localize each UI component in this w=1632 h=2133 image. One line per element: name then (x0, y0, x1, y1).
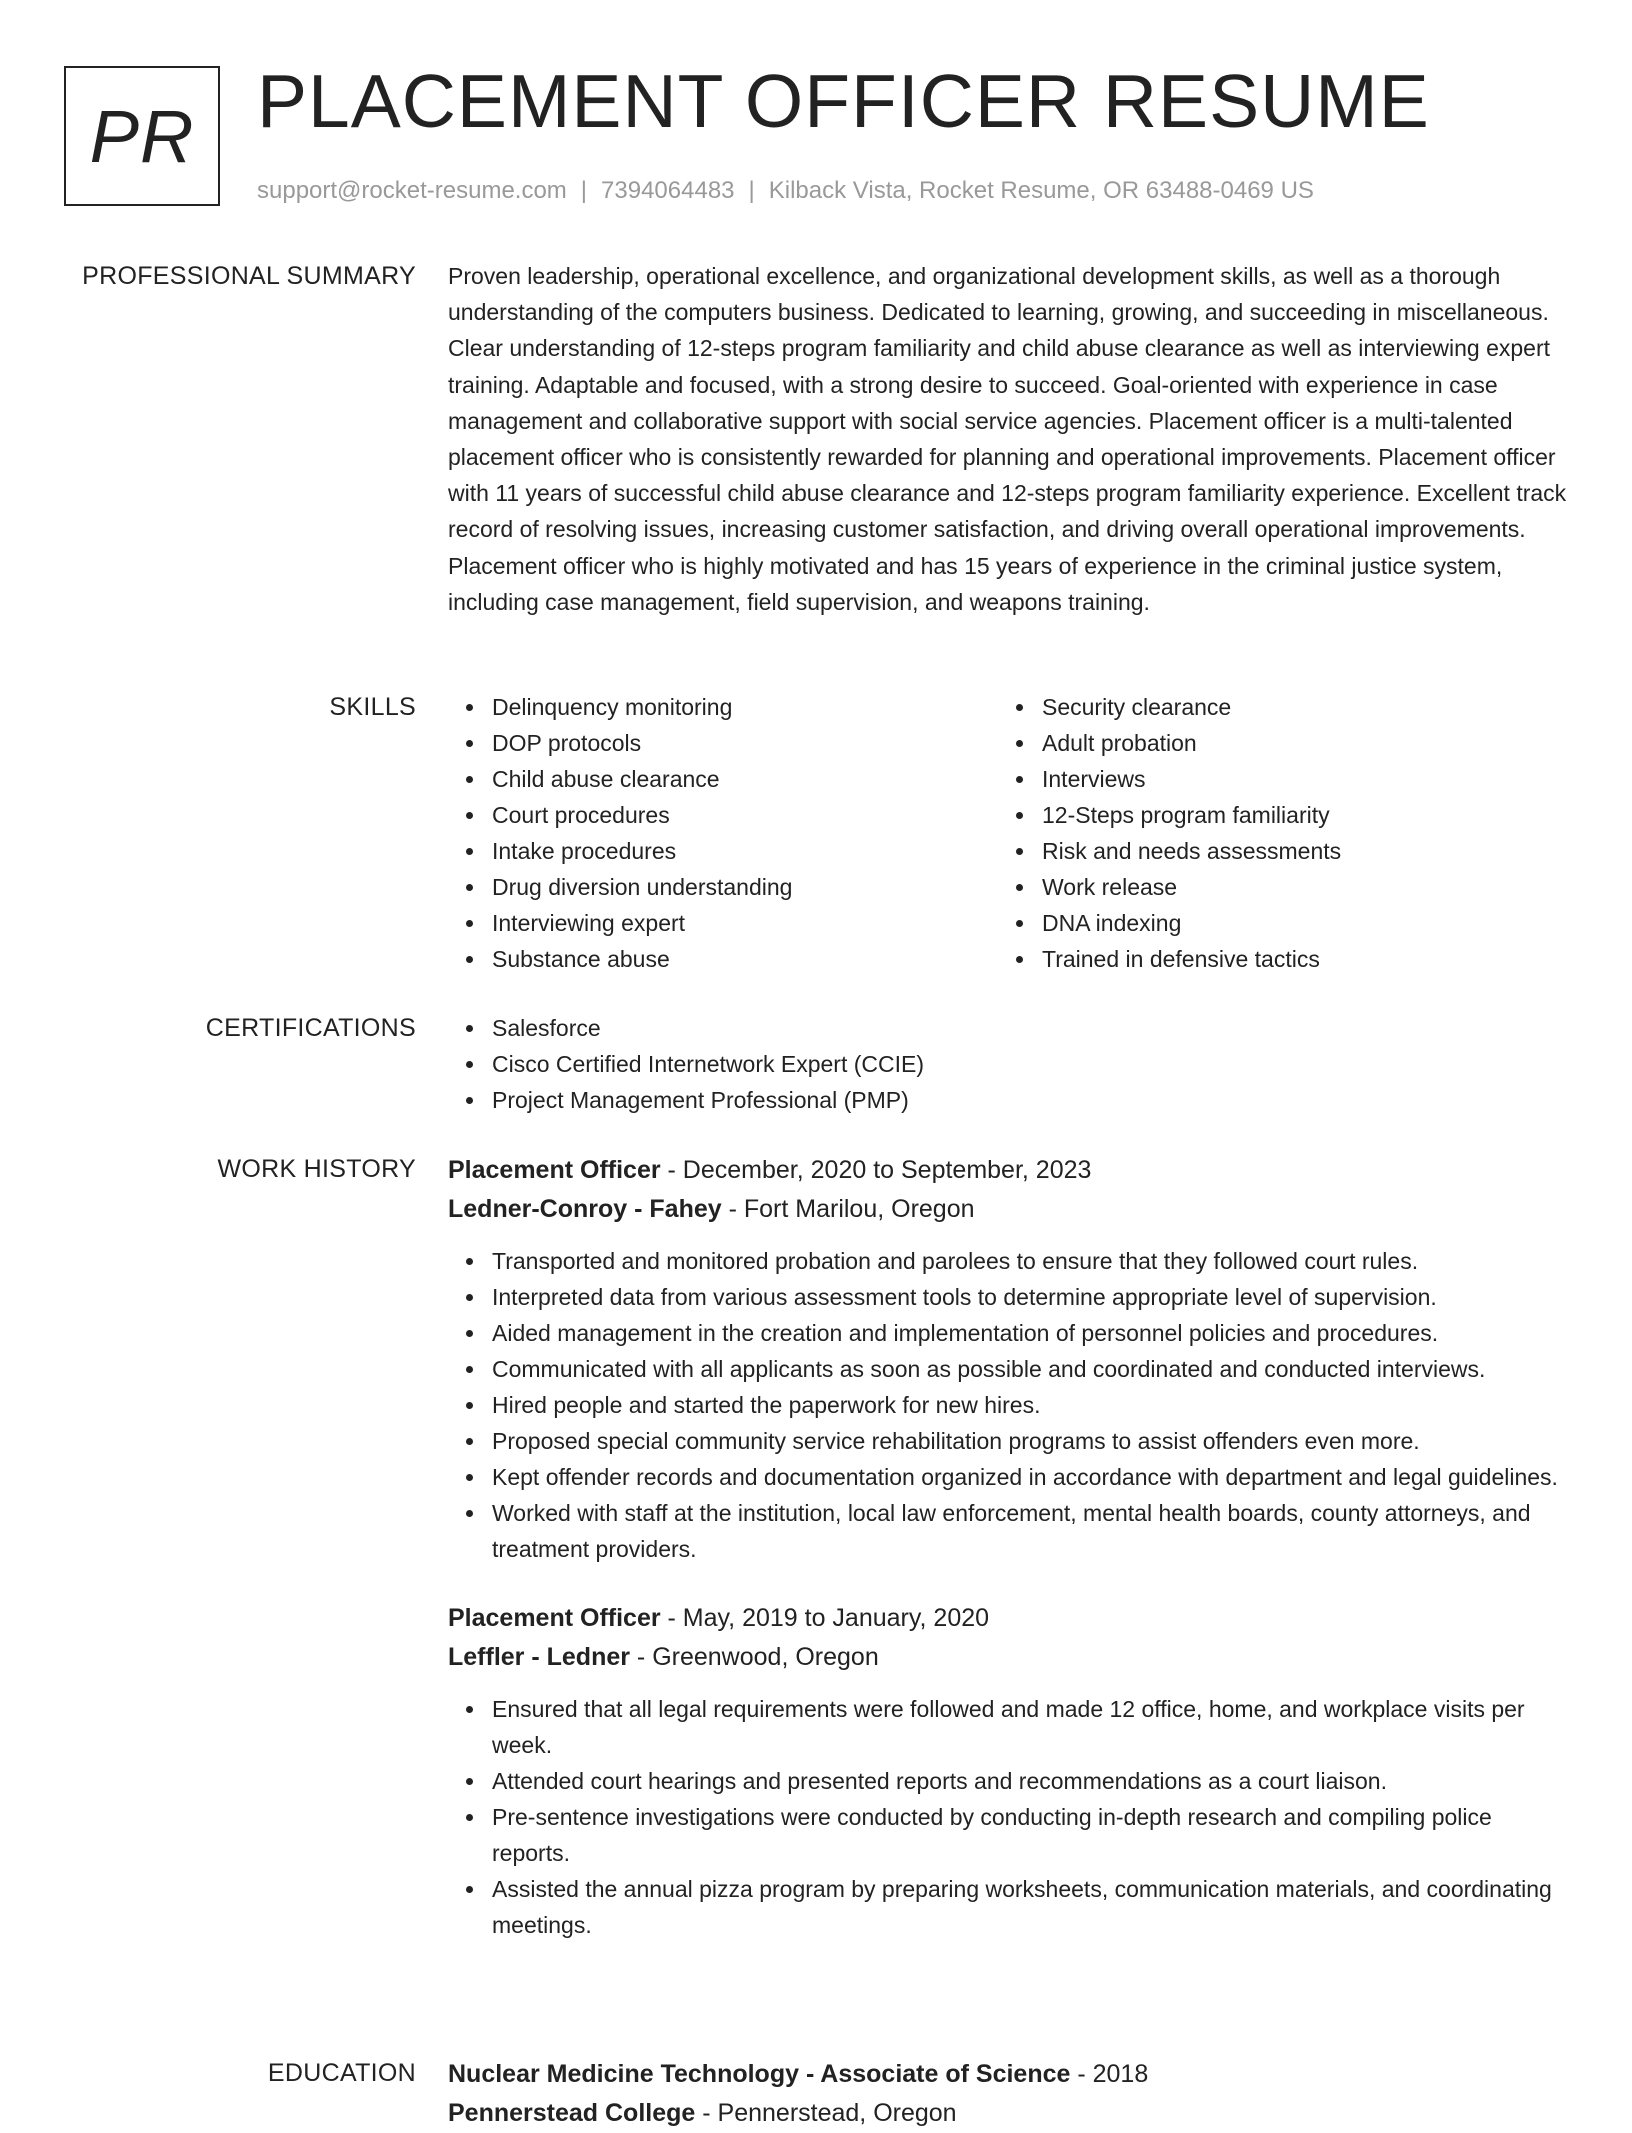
job-duty-item: Transported and monitored probation and parolees to ensure that they followed court rules. (492, 1243, 1572, 1279)
job-duty-item: Proposed special community service rehabilitation programs to assist offenders even more. (492, 1423, 1572, 1459)
section-label-education: EDUCATION (267, 2059, 416, 2087)
job-duties-list (448, 1691, 1572, 1943)
education-school: Pennerstead College (448, 2099, 696, 2127)
job-title: Placement Officer (448, 1604, 661, 1632)
job-location: - Fort Marilou, Oregon (721, 1195, 975, 1223)
job-duty-item: Hired people and started the paperwork for new hires. (492, 1387, 1572, 1423)
job-duty-item: Worked with staff at the institution, local law enforcement, mental health boards, county attorneys, and treatment providers. (492, 1495, 1572, 1567)
job-title-line (448, 1151, 1572, 1190)
contact-separator: | (580, 177, 588, 204)
job-location: - Greenwood, Oregon (629, 1643, 879, 1671)
skill-item: Risk and needs assessments (1042, 833, 1548, 869)
education-body (448, 2055, 1572, 2133)
skill-item: Substance abuse (492, 941, 998, 977)
summary-body (448, 258, 1572, 620)
contact-separator: | (748, 177, 755, 204)
skill-item: Child abuse clearance (492, 761, 998, 797)
skill-item: Work release (1042, 869, 1548, 905)
job-company: Leffler - Ledner (448, 1643, 630, 1671)
skill-item: Interviewing expert (492, 905, 998, 941)
certification-item: Salesforce (492, 1010, 1572, 1046)
job-duty-item: Attended court hearings and presented reports and recommendations as a court liaison. (492, 1763, 1572, 1799)
contact-address: Kilback Vista, Rocket Resume, OR 63488-0469 US (768, 177, 1314, 204)
skills-body (448, 689, 1572, 977)
skill-item: 12-Steps program familiarity (1042, 797, 1548, 833)
job-title: Placement Officer (448, 1156, 661, 1184)
skill-item: Adult probation (1042, 725, 1548, 761)
skill-item: Interviews (1042, 761, 1548, 797)
job-title-line (448, 1599, 1572, 1638)
job-duty-item: Aided management in the creation and implementation of personnel policies and procedures. (492, 1315, 1572, 1351)
education-school-line (448, 2094, 1572, 2133)
skills-list-left (448, 689, 998, 977)
job-duty-item: Communicated with all applicants as soon as possible and coordinated and conducted interviews. (492, 1351, 1572, 1387)
education-degree: Nuclear Medicine Technology - Associate of Science (448, 2060, 1071, 2088)
page-title: PLACEMENT OFFICER RESUME (257, 59, 1430, 143)
skill-item: Delinquency monitoring (492, 689, 998, 725)
contact-phone: 7394064483 (601, 177, 735, 204)
skill-item: Trained in defensive tactics (1042, 941, 1548, 977)
job-company: Ledner-Conroy - Fahey (448, 1195, 722, 1223)
skills-list-right (998, 689, 1548, 977)
summary-text: Proven leadership, operational excellence, and organizational development skills, as well as a thorough understanding of the computers business. Dedicated to learning, growing, and succeeding in miscellaneous. Clear understanding of 12-steps program familiarity and child abuse clearance as well as interviewing expert training. Adaptable and focused, with a strong desire to succeed. Goal-oriented with experience in case management and collaborative support with social service agencies. Placement officer is a multi-talented placement officer who is consistently rewarded for planning and operational improvements. Placement officer with 11 years of successful child abuse clearance and 12-steps program familiarity experience. Excellent track record of resolving issues, increasing customer satisfaction, and driving overall operational improvements. Placement officer who is highly motivated and has 15 years of experience in the criminal justice system, including case management, field supervision, and weapons training. (448, 263, 1567, 615)
job-company-line (448, 1638, 1572, 1677)
job-duties-list (448, 1243, 1572, 1567)
contact-email: support@rocket-resume.com (257, 177, 567, 204)
section-label-summary: PROFESSIONAL SUMMARY (82, 262, 416, 290)
certifications-list (448, 1010, 1572, 1118)
section-label-skills: SKILLS (329, 693, 416, 721)
certification-item: Cisco Certified Internetwork Expert (CCIE) (492, 1046, 1572, 1082)
job-duty-item: Assisted the annual pizza program by preparing worksheets, communication materials, and coordinating meetings. (492, 1871, 1572, 1943)
monogram-box (64, 66, 220, 206)
job-duty-item: Kept offender records and documentation organized in accordance with department and legal guidelines. (492, 1459, 1572, 1495)
skill-item: DNA indexing (1042, 905, 1548, 941)
education-degree-line (448, 2055, 1572, 2094)
job-duty-item: Interpreted data from various assessment tools to determine appropriate level of supervision. (492, 1279, 1572, 1315)
skill-item: Security clearance (1042, 689, 1548, 725)
certifications-body (448, 1010, 1572, 1118)
section-label-certifications: CERTIFICATIONS (205, 1014, 416, 1042)
job-duty-item: Ensured that all legal requirements were followed and made 12 office, home, and workplace visits per week. (492, 1691, 1572, 1763)
job-entry (448, 1599, 1572, 1943)
skill-item: Court procedures (492, 797, 998, 833)
skill-item: DOP protocols (492, 725, 998, 761)
job-dates: - December, 2020 to September, 2023 (660, 1156, 1092, 1184)
job-company-line (448, 1190, 1572, 1229)
job-entry (448, 1151, 1572, 1567)
section-label-work-history: WORK HISTORY (217, 1155, 416, 1183)
certification-item: Project Management Professional (PMP) (492, 1082, 1572, 1118)
skill-item: Intake procedures (492, 833, 998, 869)
job-duty-item: Pre-sentence investigations were conducted by conducting in-depth research and compiling police reports. (492, 1799, 1572, 1871)
skill-item: Drug diversion understanding (492, 869, 998, 905)
job-dates: - May, 2019 to January, 2020 (660, 1604, 990, 1632)
contact-line (257, 174, 1314, 208)
education-location: - Pennerstead, Oregon (695, 2099, 957, 2127)
education-year: - 2018 (1070, 2060, 1149, 2088)
work-history-body (448, 1151, 1572, 1943)
monogram-initials: PR (89, 94, 195, 178)
